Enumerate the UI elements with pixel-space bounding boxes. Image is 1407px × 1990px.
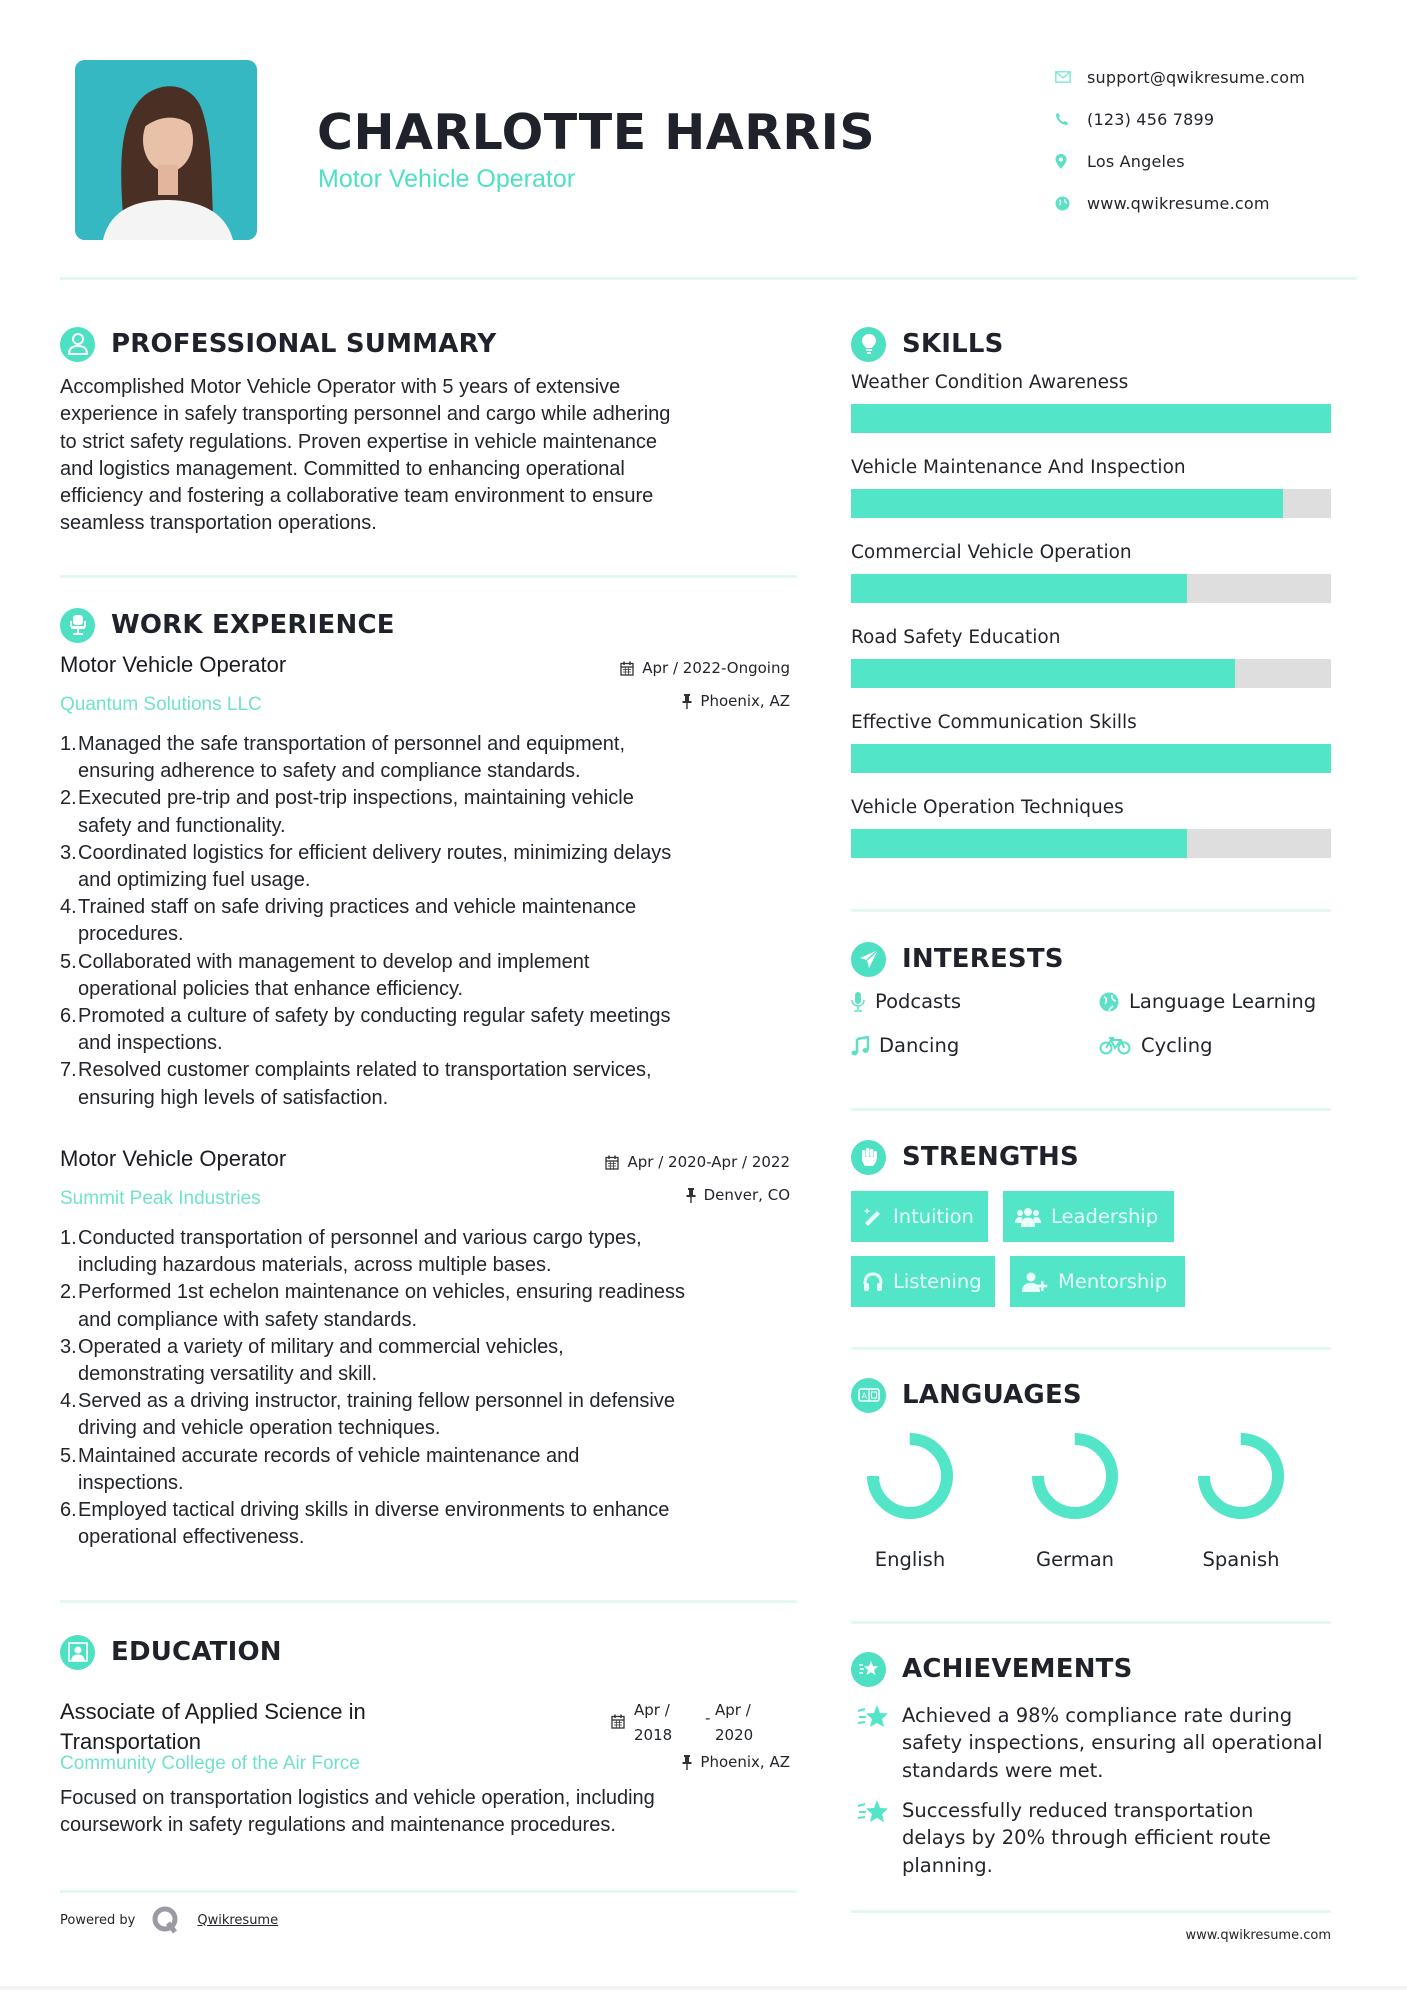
contact-location: Los Angeles: [1055, 140, 1355, 182]
job-dates: Apr / 2020-Apr / 2022: [605, 1153, 790, 1171]
graduate-icon: [60, 1635, 95, 1670]
skill-bar-fill: [851, 489, 1283, 518]
calendar-icon: [620, 661, 634, 676]
interest-cycling: Cycling: [1099, 1034, 1212, 1057]
skill-item: Commercial Vehicle Operation: [851, 542, 1331, 603]
list-item: 5. Collaborated with management to develop and implement operational policies that enhance efficiency.: [60, 950, 590, 1000]
strength-chip-leadership: Leadership: [1003, 1191, 1174, 1242]
qwikresume-link[interactable]: Qwikresume: [197, 1912, 279, 1928]
candidate-name: CHARLOTTE HARRIS: [317, 104, 876, 161]
strengths-heading: STRENGTHS: [851, 1139, 1079, 1175]
svg-text:A: A: [861, 1391, 867, 1401]
pushpin-icon: [682, 1755, 692, 1770]
lightbulb-icon: [851, 327, 886, 362]
skill-bar: [851, 404, 1331, 433]
footer-website-link[interactable]: www.qwikresume.com: [1185, 1928, 1331, 1943]
skill-bar-fill: [851, 574, 1187, 603]
interest-podcasts: Podcasts: [851, 990, 961, 1013]
section-divider: [60, 575, 797, 578]
list-item: 1. Conducted transportation of personnel and various cargo types, including hazardous materials, across multiple bases.: [60, 1227, 642, 1277]
footer-divider: [60, 1890, 797, 1893]
list-item: 7. Resolved customer complaints related to transportation services, ensuring high levels of satisfaction.: [60, 1059, 652, 1109]
language-progress-ring: [1027, 1428, 1123, 1524]
language-english: English: [845, 1428, 975, 1571]
skill-bar-fill: [851, 404, 1331, 433]
list-item: 6. Promoted a culture of safety by conducting regular safety meetings and inspections.: [60, 1005, 671, 1055]
job-company: Summit Peak Industries: [60, 1188, 261, 1209]
office-chair-icon: [60, 608, 95, 643]
envelope-icon: [1055, 67, 1087, 87]
magic-wand-icon: [863, 1207, 883, 1227]
skill-bar-fill: [851, 744, 1331, 773]
skill-bar: [851, 574, 1331, 603]
section-divider: [60, 1600, 797, 1603]
language-spanish: Spanish: [1176, 1428, 1306, 1571]
star-badge-icon: [851, 1652, 886, 1687]
avatar: [75, 60, 257, 240]
pushpin-icon: [682, 694, 692, 709]
section-divider: [851, 909, 1331, 912]
strength-chip-listening: Listening: [851, 1256, 995, 1307]
list-item: 6. Employed tactical driving skills in diverse environments to enhance operational effectiveness.: [60, 1499, 670, 1549]
user-plus-icon: [1022, 1272, 1048, 1292]
school-name: Community College of the Air Force: [60, 1753, 360, 1774]
list-item: 2. Executed pre-trip and post-trip inspections, maintaining vehicle safety and functionality.: [60, 787, 634, 837]
list-item: 4. Trained staff on safe driving practices and vehicle maintenance procedures.: [60, 896, 637, 946]
skill-bar: [851, 744, 1331, 773]
skill-bar: [851, 489, 1331, 518]
job-bullets: [60, 731, 800, 1112]
skill-bar: [851, 659, 1331, 688]
phone-icon: [1055, 109, 1087, 129]
qwikresume-logo-icon: [151, 1905, 181, 1935]
pushpin-icon: [686, 1188, 696, 1203]
interest-language-learning: Language Learning: [1099, 990, 1316, 1013]
contact-list: [1055, 56, 1355, 224]
achievement-item: Successfully reduced transportation delays by 20% through efficient route planning.: [857, 1797, 1357, 1879]
candidate-title: Motor Vehicle Operator: [318, 165, 576, 193]
globe-icon: [1099, 992, 1119, 1012]
languages-heading: A LANGUAGES: [851, 1377, 1082, 1413]
translate-icon: [851, 1378, 886, 1413]
job-company: Quantum Solutions LLC: [60, 694, 262, 715]
education-description: Focused on transportation logistics and vehicle operation, including coursework in safety regulations and maintenance procedures.: [60, 1787, 655, 1837]
section-divider: [851, 1621, 1331, 1624]
degree-title: Associate of Applied Science in Transportation: [60, 1699, 366, 1754]
paper-plane-icon: [851, 942, 886, 977]
section-divider: [851, 1108, 1331, 1111]
page-bottom-edge: [0, 1986, 1407, 1990]
language-progress-ring: [862, 1428, 958, 1524]
education-dates: Apr / 2018 - Apr / 2020: [611, 1698, 801, 1750]
skill-item: Road Safety Education: [851, 627, 1331, 688]
footer-divider: [851, 1910, 1331, 1913]
skill-item: Vehicle Maintenance And Inspection: [851, 457, 1331, 518]
job-location: Phoenix, AZ: [682, 692, 790, 710]
user-icon: [60, 327, 95, 362]
job-title: Motor Vehicle Operator: [60, 652, 287, 677]
contact-website[interactable]: www.qwikresume.com: [1055, 182, 1355, 224]
achievement-item: Achieved a 98% compliance rate during safety inspections, ensuring all operational standards were met.: [857, 1702, 1357, 1784]
language-progress-ring: [1193, 1428, 1289, 1524]
skill-item: Effective Communication Skills: [851, 712, 1331, 773]
music-note-icon: [851, 1036, 869, 1056]
list-item: 4. Served as a driving instructor, training fellow personnel in defensive driving and vehicle operation techniques.: [60, 1390, 675, 1440]
language-german: German: [1010, 1428, 1140, 1571]
job-dates: Apr / 2022-Ongoing: [620, 659, 790, 677]
list-item: 1. Managed the safe transportation of personnel and equipment, ensuring adherence to safety and compliance standards.: [60, 733, 626, 783]
education-heading: EDUCATION: [60, 1634, 282, 1670]
interests-heading: INTERESTS: [851, 941, 1064, 977]
skill-bar-fill: [851, 659, 1235, 688]
list-item: 3. Coordinated logistics for efficient delivery routes, minimizing delays and optimizing fuel usage.: [60, 841, 672, 892]
skill-item: Vehicle Operation Techniques: [851, 797, 1331, 858]
interest-dancing: Dancing: [851, 1034, 959, 1057]
star-icon: [857, 1704, 889, 1730]
fist-icon: [851, 1140, 886, 1175]
microphone-icon: [851, 992, 865, 1012]
summary-heading: PROFESSIONAL SUMMARY: [60, 326, 496, 362]
profile-photo: [75, 60, 257, 240]
experience-heading: WORK EXPERIENCE: [60, 607, 395, 643]
list-item: 3. Operated a variety of military and commercial vehicles, demonstrating versatility and skill.: [60, 1335, 564, 1386]
skills-list: [851, 372, 1331, 882]
summary-text: Accomplished Motor Vehicle Operator with 5 years of extensive experience in safely transporting personnel and cargo while adhering to strict safety regulations. Proven expertise in vehicle maintenance and logistics management. Committed to enhancing operational efficiency and fostering a collaborative team environment to ensure seamless transportation operations.: [60, 376, 671, 535]
star-icon: [857, 1799, 889, 1825]
skill-bar-fill: [851, 829, 1187, 858]
list-item: 2. Performed 1st echelon maintenance on vehicles, ensuring readiness and compliance with safety standards.: [60, 1281, 686, 1331]
powered-by: Powered by Qwikresume: [60, 1905, 278, 1935]
map-pin-icon: [1055, 151, 1087, 171]
list-item: 5. Maintained accurate records of vehicle maintenance and inspections.: [60, 1444, 580, 1494]
bicycle-icon: [1099, 1037, 1131, 1055]
globe-icon: [1055, 193, 1087, 213]
header-divider: [60, 277, 1357, 280]
education-location: Phoenix, AZ: [682, 1753, 790, 1771]
strength-chip-mentorship: Mentorship: [1010, 1256, 1185, 1307]
contact-email[interactable]: support@qwikresume.com: [1055, 56, 1355, 98]
calendar-icon: [611, 1714, 625, 1729]
strength-chip-intuition: Intuition: [851, 1191, 988, 1242]
headphones-icon: [863, 1272, 883, 1292]
users-icon: [1015, 1207, 1041, 1227]
contact-phone[interactable]: (123) 456 7899: [1055, 98, 1355, 140]
skills-heading: SKILLS: [851, 326, 1004, 362]
job-location: Denver, CO: [686, 1186, 790, 1204]
section-divider: [851, 1347, 1331, 1350]
job-bullets: [60, 1225, 800, 1551]
job-title: Motor Vehicle Operator: [60, 1146, 287, 1171]
skill-item: Weather Condition Awareness: [851, 372, 1331, 433]
skill-bar: [851, 829, 1331, 858]
calendar-icon: [605, 1155, 619, 1170]
achievements-heading: ACHIEVEMENTS: [851, 1651, 1133, 1687]
